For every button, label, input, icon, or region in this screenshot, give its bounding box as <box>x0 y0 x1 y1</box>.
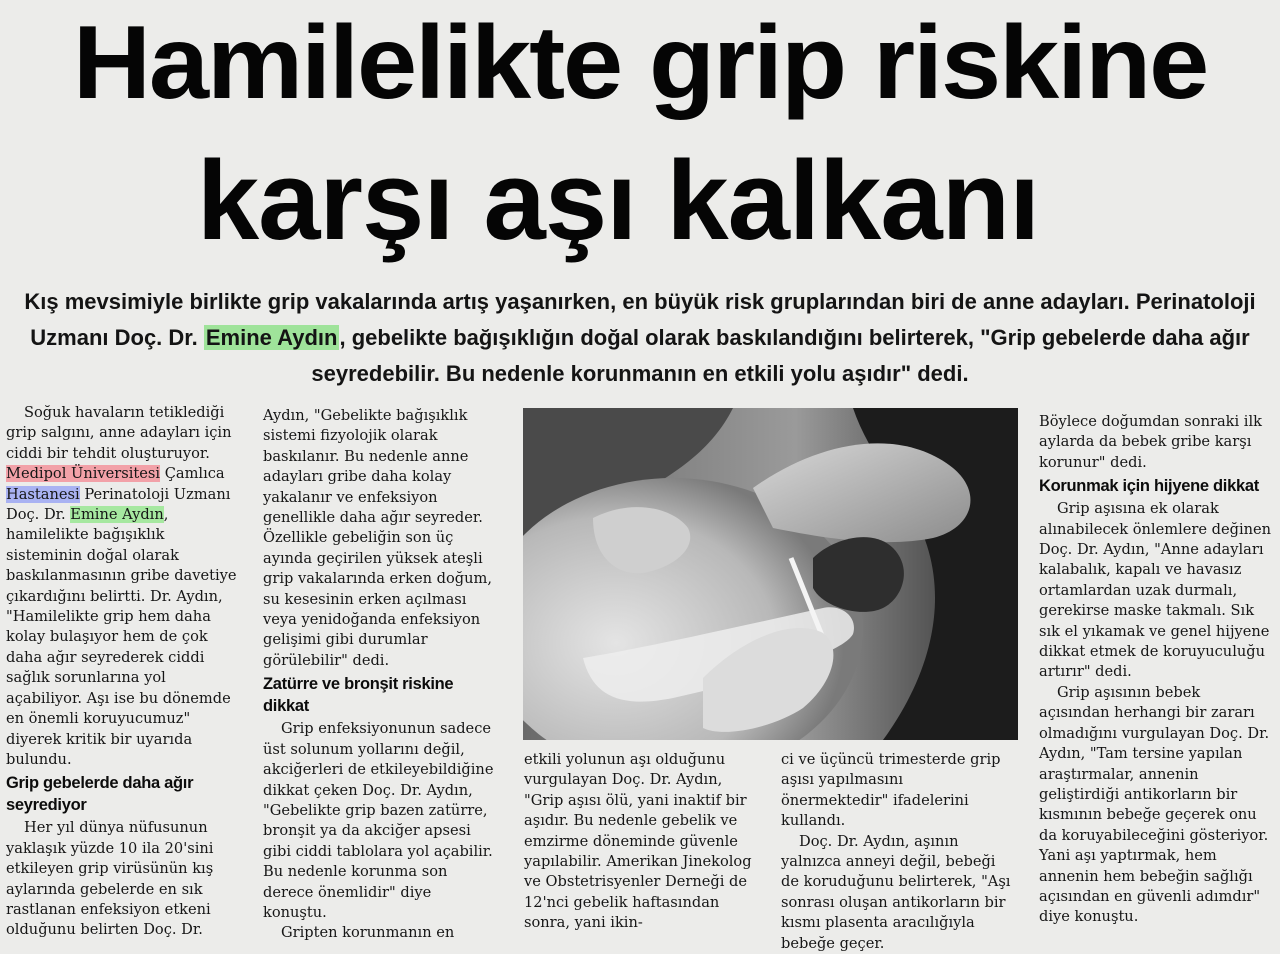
highlight-organization: Medipol Üniversitesi <box>6 465 161 483</box>
column-1-text: , hamilelikte bağışıklık sisteminin doğal olarak baskılanmasının gribe davetiye çıkardığını belirtti. Dr. Aydın, "Hamilelikte grip hem daha kolay bulaşıyor hem de çok daha ağır seyrederek ciddi sağlık sorunlarına yol açabiliyor. Aşı ise bu dönemde en önemli koruyucumuz" diyerek kritik bir uyarıda bulundu. <box>6 506 237 768</box>
column-5-paragraph-1: Böylece doğumdan sonraki ilk aylarda da bebek gribe karşı korunur" dedi. <box>1039 413 1262 471</box>
column-4-paragraph-2: Doç. Dr. Aydın, aşının yalnızca anneyi değil, bebeği de koruduğunu belirterek, "Aşı sonrası oluşan antikorların bir kısmı plasenta aracılığıyla bebeğe geçer. <box>781 832 1011 952</box>
vaccination-photo-illustration <box>523 408 1018 740</box>
highlight-person: Emine Aydın <box>70 506 164 524</box>
headline-line-1: Hamilelikte grip riskine <box>72 5 1208 121</box>
article-column-5 <box>1039 412 1273 928</box>
subheading-korunmak: Korunmak için hijyene dikkat <box>1039 477 1259 496</box>
column-2-paragraph-3: Gripten korunmanın en <box>281 924 455 942</box>
highlight-hospital: Hastanesi <box>6 485 80 503</box>
column-2-paragraph-2: Grip enfeksiyonunun sadece üst solunum yollarını değil, akciğerleri de etkileyebildiğine dikkat çeken Doç. Dr. Aydın, "Gebelikte grip bazen zatürre, bronşit ya da akciğer apsesi gibi ciddi tablolara yol açabilir. Bu nedenle korunma son derece önemlidir" diye konuştu. <box>263 720 494 921</box>
article-column-2 <box>263 406 495 944</box>
article-deck <box>20 284 1260 392</box>
deck-highlighted-name: Emine Aydın <box>205 325 338 350</box>
column-1-text: Perinatoloji Uzmanı Doç. Dr. <box>6 485 231 524</box>
headline-line-2: karşı aşı kalkanı <box>196 138 1040 263</box>
article-column-4 <box>781 750 1013 954</box>
subheading-grip-gebelerde: Grip gebelerde daha ağır seyrediyor <box>6 774 194 815</box>
column-1-text: Soğuk havaların tetiklediği grip salgını, anne adayları için ciddi bir tehdit oluşturuyor. <box>6 404 232 462</box>
column-3-paragraph-1: etkili yolunun aşı olduğunu vurgulayan Doç. Dr. Aydın, "Grip aşısı ölü, yani inaktif bir aşıdır. Bu nedenle gebelik ve emzirme döneminde güvenle yapılabilir. Amerikan Jinekolog ve Obstetrisyenler Derneği de 12'nci gebelik haftasından sonra, yani ikin- <box>524 751 752 932</box>
column-2-paragraph-1: Aydın, "Gebelikte bağışıklık sistemi fizyolojik olarak baskılanır. Bu nedenle anne adayları gribe daha kolay yakalanır ve enfeksiyon genellikle daha ağır seyreder. Özellikle gebeliğin son üç ayında geçirilen yüksek ateşli grip vakalarında erken doğum, su kesesinin erken açılması veya yenidoğanda enfeksiyon gelişimi gibi durumlar görülebilir" dedi. <box>263 407 493 669</box>
article-column-3 <box>524 750 766 934</box>
deck-text-1: Kış mevsimiyle birlikte grip vakalarında artış yaşanırken, en büyük risk gruplarından biri de anne adayları. Perinatoloji Uzmanı Doç. Dr. <box>24 289 1256 350</box>
column-1-text: Çamlıca <box>160 465 225 483</box>
column-5-paragraph-3: Grip aşısının bebek açısından herhangi bir zararı olmadığını vurgulayan Doç. Dr. Aydın, "Tam tersine yapılan araştırmalar, annenin geliştirdiği antikorların bir kısmının bebeğe geçerek onu da koruyabileceğini gösteriyor. Yani aşı yaptırmak, hem annenin hem bebeğin sağlığı açısından en güvenli adımdır" diye konuştu. <box>1039 683 1270 926</box>
column-1-paragraph-2: Her yıl dünya nüfusunun yaklaşık yüzde 10 ila 20'sini etkileyen grip virüsünün kış aylarında gebelerde en sık rastlanan enfeksiyon etkeni olduğunu belirten Doç. Dr. <box>6 819 214 939</box>
deck-text-2: , gebelikte bağışıklığın doğal olarak baskılandığını belirterek, "Grip gebelerde daha ağır seyredebilir. Bu nedenle korunmanın en etkili yolu aşıdır" dedi. <box>311 325 1250 386</box>
article-column-1 <box>6 403 238 941</box>
article-photo <box>523 408 1018 740</box>
column-5-paragraph-2: Grip aşısına ek olarak alınabilecek önlemlere değinen Doç. Dr. Aydın, "Anne adayları kalabalık, kapalı ve havasız ortamlardan uzak durmalı, gerekirse maske takmalı. Sık sık el yıkamak ve genel hijyene dikkat etmek de koruyuculuğu artırır" dedi. <box>1039 500 1272 681</box>
column-4-paragraph-1: ci ve üçüncü trimesterde grip aşısı yapılmasını önermektedir" ifadelerini kullandı. <box>781 751 1001 830</box>
column-1-paragraph-1 <box>6 403 238 770</box>
subheading-zaturre: Zatürre ve bronşit riskine dikkat <box>263 675 454 716</box>
